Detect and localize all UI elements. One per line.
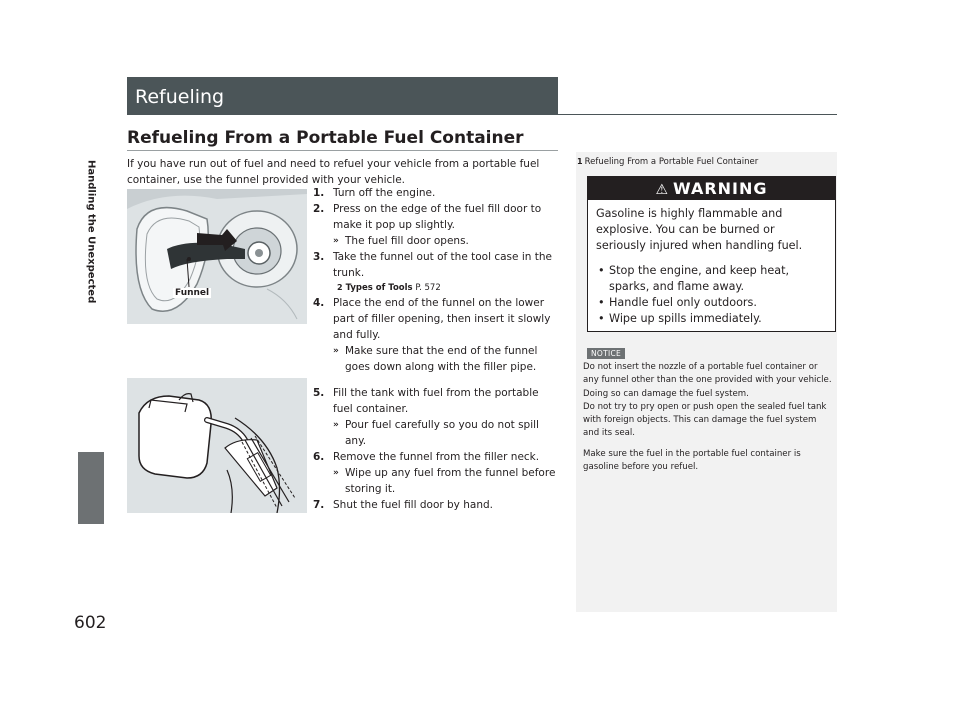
- section-title: Refueling From a Portable Fuel Container: [127, 128, 524, 148]
- result-arrow-icon: »: [333, 346, 339, 356]
- sidebar-heading-icon: 1: [577, 157, 583, 166]
- step-2: 2. Press on the edge of the fuel fill door to make it pop up slightly. » The fuel fill door opens.: [313, 201, 561, 249]
- section-rule: [127, 150, 558, 151]
- figure-fuel-door-funnel: [127, 189, 307, 324]
- step-6: 6. Remove the funnel from the filler neck. » Wipe up any fuel from the funnel before storing it.: [313, 449, 561, 497]
- chapter-tab-marker: [78, 452, 104, 524]
- step-4: 4. Place the end of the funnel on the lower part of filler opening, then insert it slowly and fully. » Make sure that the end of the funnel goes down along with the filler pipe.: [313, 295, 561, 375]
- result-arrow-icon: »: [333, 468, 339, 478]
- notice-paragraph: Do not try to pry open or push open the sealed fuel tank with foreign objects. This can damage the fuel system and its seal.: [583, 401, 827, 439]
- warning-header: ⚠ WARNING: [588, 177, 835, 200]
- warning-list: [596, 263, 827, 327]
- procedure-steps: [313, 185, 561, 513]
- notice-text: [583, 361, 833, 474]
- warning-text: Gasoline is highly flammable and explosive. You can be burned or seriously injured when handling fuel.: [596, 207, 803, 252]
- warning-box: [587, 176, 836, 332]
- notice-paragraph: Do not insert the nozzle of a portable fuel container or any funnel other than the one provided with your vehicle. Doing so can damage the fuel system.: [583, 362, 832, 399]
- title-rule: [127, 114, 837, 115]
- chapter-title: Refueling: [135, 86, 225, 108]
- notice-badge: NOTICE: [587, 348, 625, 359]
- warning-item: • Wipe up spills immediately.: [598, 312, 762, 325]
- reference-icon: 2: [337, 283, 343, 292]
- step-1: 1. Turn off the engine.: [313, 187, 436, 199]
- step-2-result: » The fuel fill door opens.: [333, 235, 469, 247]
- step-5: 5. Fill the tank with fuel from the portable fuel container. » Pour fuel carefully so you do not spill any.: [313, 385, 561, 449]
- side-label-text: Handling the Unexpected: [85, 160, 97, 304]
- portable-container-illustration: [127, 378, 307, 513]
- step-7: 7. Shut the fuel fill door by hand.: [313, 499, 493, 511]
- warning-body: [588, 200, 835, 327]
- step-4-result: » Make sure that the end of the funnel goes down along with the filler pipe.: [333, 345, 538, 373]
- sidebar-heading: 1 Refueling From a Portable Fuel Container: [577, 157, 759, 167]
- fuel-door-illustration: [127, 189, 307, 324]
- funnel-callout: Funnel: [175, 288, 210, 298]
- result-arrow-icon: »: [333, 236, 339, 246]
- chapter-title-bar: [127, 77, 558, 115]
- cross-reference-link[interactable]: 2 Types of Tools P. 572: [337, 283, 441, 293]
- intro-paragraph: If you have run out of fuel and need to refuel your vehicle from a portable fuel container, use the funnel provided with your vehicle.: [127, 158, 540, 186]
- result-arrow-icon: »: [333, 420, 339, 430]
- warning-item: • Stop the engine, and keep heat, sparks, and flame away.: [598, 264, 790, 293]
- step-3: 3. Take the funnel out of the tool case in the trunk. 2 Types of Tools P. 572: [313, 249, 561, 295]
- figure-portable-container: [127, 378, 307, 513]
- step-5-result: » Pour fuel carefully so you do not spill any.: [333, 419, 539, 447]
- warning-triangle-icon: ⚠: [655, 182, 670, 198]
- chapter-side-label: [84, 160, 98, 460]
- page-number: 602: [74, 613, 107, 633]
- step-6-result: » Wipe up any fuel from the funnel before storing it.: [333, 467, 556, 495]
- warning-item: • Handle fuel only outdoors.: [598, 296, 757, 309]
- notice-paragraph: Make sure the fuel in the portable fuel container is gasoline before you refuel.: [583, 448, 801, 473]
